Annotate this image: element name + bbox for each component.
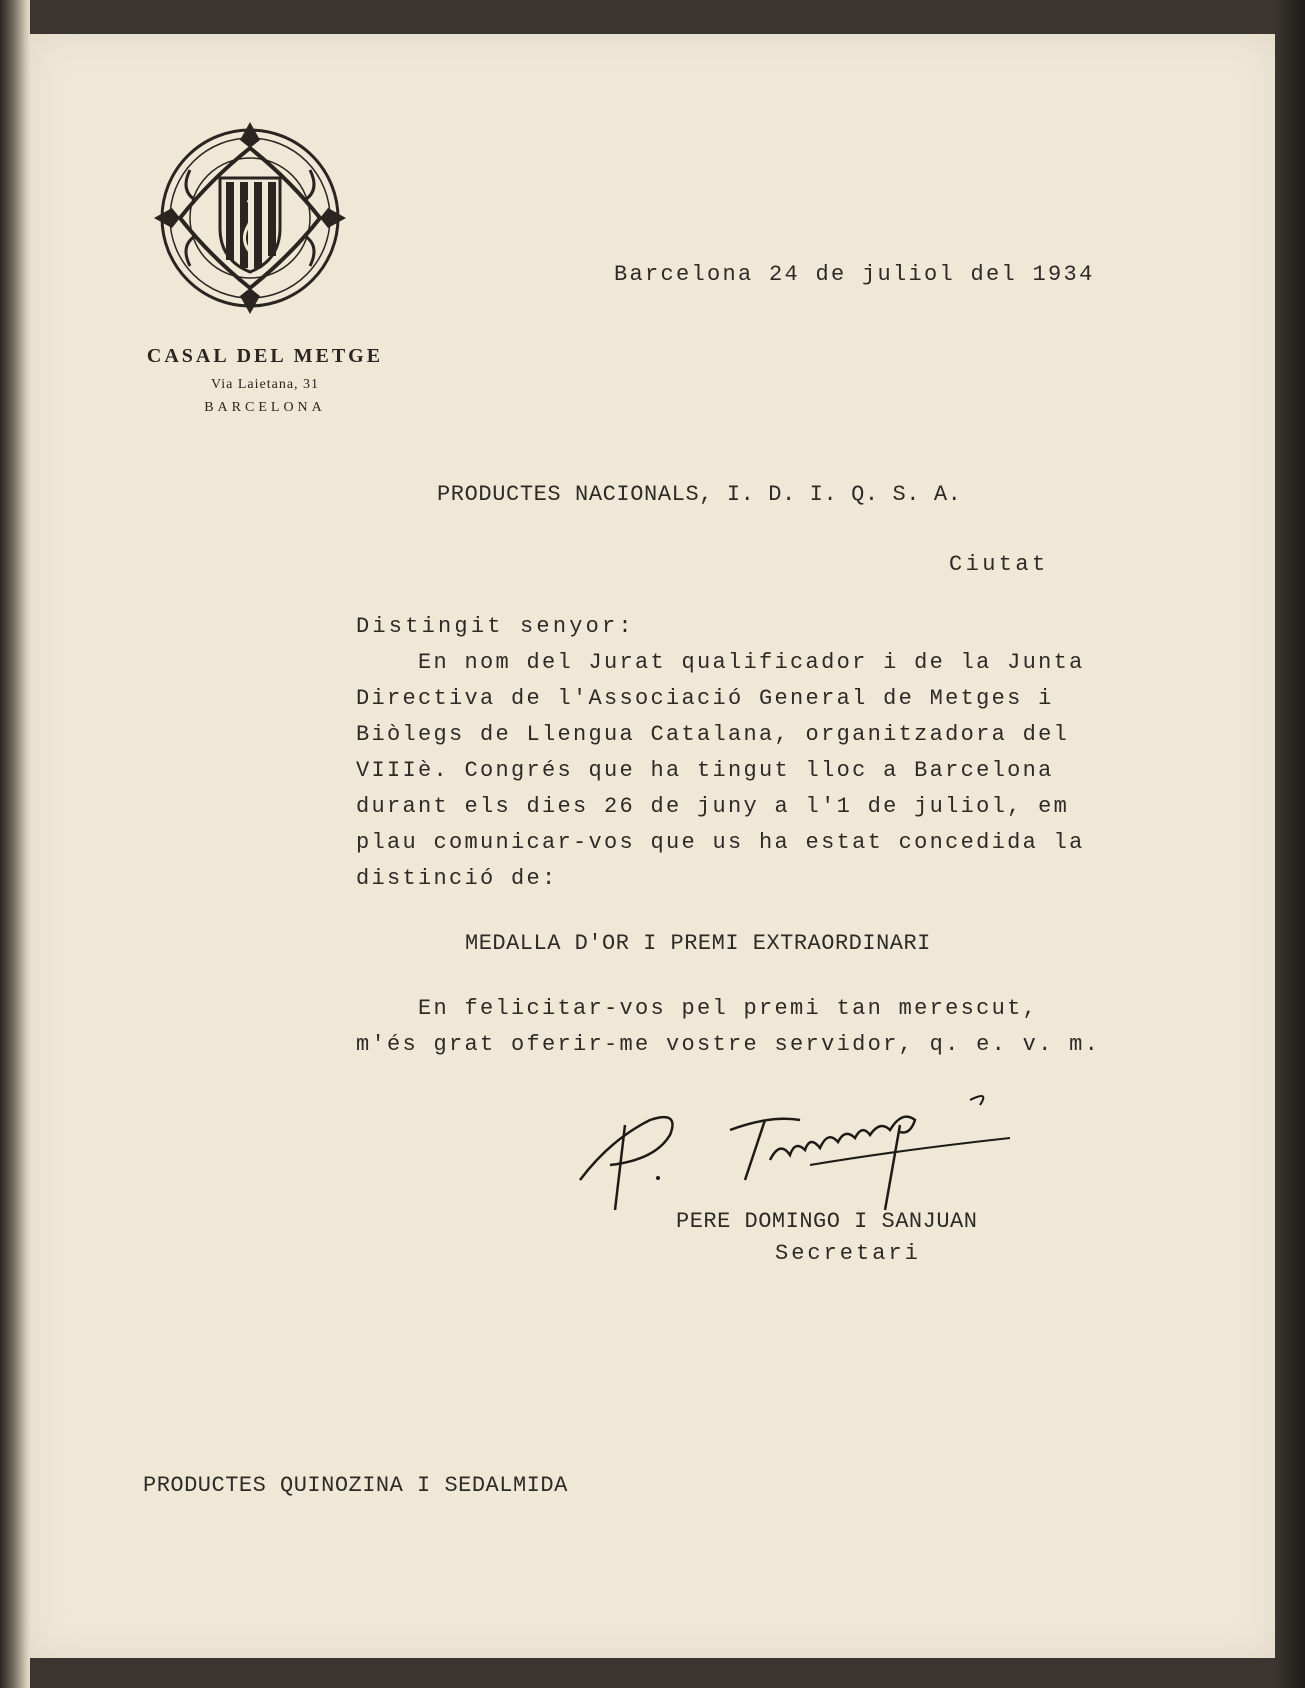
body-line: Biòlegs de Llengua Catalana, organitzadora del — [356, 722, 1070, 747]
closing-line: En felicitar-vos pel premi tan merescut, — [356, 996, 1039, 1021]
letterhead-city: BARCELONA — [204, 400, 326, 415]
recipient-name: PRODUCTES NACIONALS, I. D. I. Q. S. A. — [437, 482, 962, 507]
signer-name: PERE DOMINGO I SANJUAN — [676, 1209, 978, 1234]
letterhead-address: Via Laietana, 31 — [210, 377, 320, 392]
salutation: Distingit senyor: — [356, 614, 635, 639]
body-line: Directiva de l'Associació General de Metges i — [356, 686, 1054, 711]
award-title: MEDALLA D'OR I PREMI EXTRAORDINARI — [465, 931, 931, 956]
handwritten-signature-icon — [570, 1080, 1090, 1220]
body-line: durant els dies 26 de juny a l'1 de juliol, em — [356, 794, 1070, 819]
page-edge — [1275, 0, 1305, 1688]
body-line: En nom del Jurat qualificador i de la Junta — [356, 650, 1085, 675]
recipient-city: Ciutat — [949, 552, 1049, 577]
letterhead-name: CASAL DEL METGE — [146, 345, 384, 367]
body-line: VIIIè. Congrés que ha tingut lloc a Barcelona — [356, 758, 1054, 783]
body-line: distinció de: — [356, 866, 558, 891]
letter-date: Barcelona 24 de juliol del 1934 — [614, 262, 1095, 287]
book-binding — [0, 0, 30, 1688]
signer-title: Secretari — [775, 1241, 921, 1266]
body-line: plau comunicar-vos que us ha estat concedida la — [356, 830, 1085, 855]
association-seal-icon — [140, 100, 360, 340]
footer-text: PRODUCTES QUINOZINA I SEDALMIDA — [143, 1473, 568, 1498]
closing-line: m'és grat oferir-me vostre servidor, q. e. v. m. — [356, 1032, 1101, 1057]
